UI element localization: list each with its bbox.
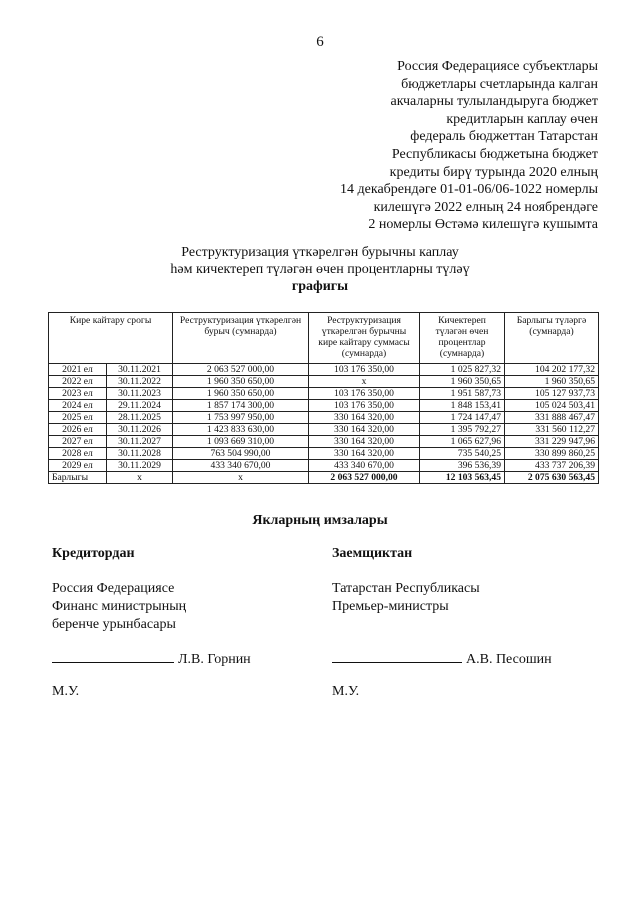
creditor-position-line: Россия Федерациясе [52,581,175,596]
cell-total: 105 024 503,41 [505,400,599,412]
creditor-seal-place: М.У. [52,684,80,699]
creditor-block [52,545,186,634]
total-debt: х [173,472,309,484]
cell-debt: 1 753 997 950,00 [173,412,309,424]
creditor-heading: Кредитордан [52,546,135,561]
creditor-signature [52,650,251,668]
cell-date: 30.11.2022 [107,376,173,388]
cell-interest: 1 395 792,27 [420,424,505,436]
cell-year: 2021 ел [49,364,107,376]
table-row [49,448,599,460]
annex-line: 14 декабрендәге 01-01-06/06-1022 номерлы [340,182,598,198]
cell-year: 2022 ел [49,376,107,388]
cell-debt: 433 340 670,00 [173,460,309,472]
header-repaid: Реструктуризация үткәрелгән бурычны кире кайтару суммасы (сумнарда) [309,313,420,364]
table-row [49,436,599,448]
cell-total: 104 202 177,32 [505,364,599,376]
annex-line: килешүгә 2022 елның 24 ноябрендәге [373,199,598,215]
cell-year: 2028 ел [49,448,107,460]
cell-debt: 1 423 833 630,00 [173,424,309,436]
table-row [49,424,599,436]
creditor-position-line: беренче урынбасары [52,617,176,632]
cell-date: 30.11.2021 [107,364,173,376]
cell-repaid: 330 164 320,00 [309,424,420,436]
cell-date: 30.11.2023 [107,388,173,400]
cell-date: 30.11.2028 [107,448,173,460]
cell-total: 331 888 467,47 [505,412,599,424]
cell-repaid: х [309,376,420,388]
borrower-position-line: Премьер-министры [332,599,449,614]
cell-year: 2029 ел [49,460,107,472]
total-repaid: 2 063 527 000,00 [309,472,420,484]
creditor-name: Л.В. Горнин [178,652,251,667]
cell-repaid: 433 340 670,00 [309,460,420,472]
cell-interest: 1 951 587,73 [420,388,505,400]
cell-repaid: 103 176 350,00 [309,364,420,376]
cell-repaid: 330 164 320,00 [309,448,420,460]
header-due-date: Кире кайтару срогы [49,313,173,364]
annex-line: Республикасы бюджетына бюджет [391,146,598,162]
header-debt: Реструктуризация үткәрелгән бурыч (сумнарда) [173,313,309,364]
table-row [49,400,599,412]
borrower-signature [332,650,552,668]
cell-year: 2025 ел [49,412,107,424]
cell-interest: 735 540,25 [420,448,505,460]
signature-line [332,650,462,663]
total-total: 2 075 630 563,45 [505,472,599,484]
creditor-position-line: Финанс министрының [52,599,187,614]
annex-line: Россия Федерациясе субъектлары [397,59,598,74]
cell-total: 105 127 937,73 [505,388,599,400]
document-title [0,244,640,295]
signature-line [52,650,174,663]
cell-interest: 1 724 147,47 [420,412,505,424]
cell-repaid: 103 176 350,00 [309,388,420,400]
borrower-name: А.В. Песошин [466,652,552,667]
cell-debt: 763 504 990,00 [173,448,309,460]
title-line-2: һәм кичектереп түләгән өчен процентларны түләү [170,262,470,277]
annex-line: федераль бюджеттан Татарстан [410,129,598,145]
header-total: Барлыгы түләргә (сумнарда) [505,313,599,364]
annex-line: кредитларын каплау өчен [446,111,598,127]
table-row [49,460,599,472]
table-header-row [49,313,599,364]
page-number: 6 [316,34,324,50]
cell-date: 30.11.2026 [107,424,173,436]
cell-interest: 1 065 627,96 [420,436,505,448]
signatures-title: Якларның имзалары [252,513,388,528]
cell-year: 2027 ел [49,436,107,448]
cell-debt: 1 857 174 300,00 [173,400,309,412]
table-row [49,412,599,424]
cell-debt: 1 960 350 650,00 [173,388,309,400]
cell-interest: 396 536,39 [420,460,505,472]
annex-line: кредиты бирү турында 2020 елның [389,164,598,180]
total-label: Барлыгы [49,472,107,484]
cell-total: 433 737 206,39 [505,460,599,472]
cell-total: 331 560 112,27 [505,424,599,436]
cell-year: 2024 ел [49,400,107,412]
cell-repaid: 330 164 320,00 [309,436,420,448]
borrower-position-line: Татарстан Республикасы [332,581,480,596]
header-interest: Кичектереп түләгән өчен процентлар (сумнарда) [420,313,505,364]
title-line-3: графигы [291,279,349,294]
annex-line: 2 номерлы Өстәмә килешүгә кушымта [368,217,598,233]
cell-total: 1 960 350,65 [505,376,599,388]
cell-debt: 2 063 527 000,00 [173,364,309,376]
table-row [49,376,599,388]
cell-date: 29.11.2024 [107,400,173,412]
borrower-block [332,545,480,616]
table-total-row [49,472,599,484]
repayment-schedule-table [48,312,599,484]
cell-date: 30.11.2027 [107,436,173,448]
cell-total: 330 899 860,25 [505,448,599,460]
borrower-heading: Заемщиктан [332,546,413,561]
total-interest: 12 103 563,45 [420,472,505,484]
annex-line: акчаларны тулыландыруга бюджет [390,94,598,110]
cell-interest: 1 025 827,32 [420,364,505,376]
cell-date: 28.11.2025 [107,412,173,424]
table-row [49,364,599,376]
table-row [49,388,599,400]
cell-total: 331 229 947,96 [505,436,599,448]
title-line-1: Реструктуризация үткәрелгән бурычны каплау [181,245,459,260]
cell-date: 30.11.2029 [107,460,173,472]
cell-year: 2023 ел [49,388,107,400]
annex-reference [340,58,598,234]
cell-debt: 1 960 350 650,00 [173,376,309,388]
cell-interest: 1 960 350,65 [420,376,505,388]
total-date: х [107,472,173,484]
cell-repaid: 330 164 320,00 [309,412,420,424]
cell-interest: 1 848 153,41 [420,400,505,412]
annex-line: бюджетлары счетларында калган [401,76,598,92]
cell-debt: 1 093 669 310,00 [173,436,309,448]
cell-year: 2026 ел [49,424,107,436]
cell-repaid: 103 176 350,00 [309,400,420,412]
borrower-seal-place: М.У. [332,684,360,699]
